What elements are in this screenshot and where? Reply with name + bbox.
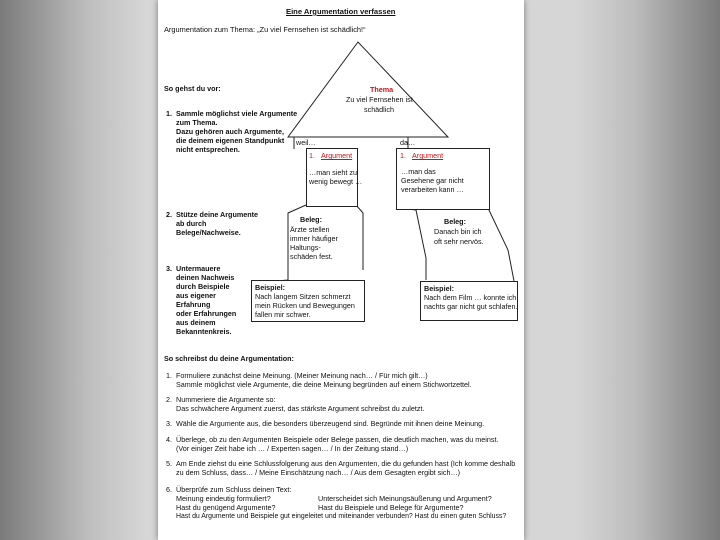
argument-2-number: 1. xyxy=(400,151,406,160)
step-line: die deinem eigenen Standpunkt xyxy=(176,136,285,145)
step-number: 3. xyxy=(166,264,172,273)
step-line: nicht entsprechen. xyxy=(176,145,240,154)
step-line: zum Thema. xyxy=(176,118,218,127)
beleg-2-text: Danach bin ich xyxy=(434,227,482,236)
step-line: deinen Nachweis xyxy=(176,273,235,282)
writing-step-line: Das schwächere Argument zuerst, das stärkste Argument schreibst du zuletzt. xyxy=(176,404,425,413)
step-number: 1. xyxy=(166,109,172,118)
beleg-1-text: immer häufiger xyxy=(290,234,338,243)
check-item: Hast du Argumente und Beispiele gut eingeleitet und miteinander verbunden? Hast du einen guten Schluss? xyxy=(176,513,507,520)
argument-2-label: Argument xyxy=(412,151,444,160)
step-line: Erfahrung xyxy=(176,300,211,309)
document-page xyxy=(158,0,524,540)
writing-step-line: Überprüfe zum Schluss deinen Text: xyxy=(176,485,292,494)
beleg-1-text: Haltungs- xyxy=(290,243,321,252)
step-line: Untermauere xyxy=(176,264,221,273)
step-line: aus eigener xyxy=(176,291,216,300)
example-2-label: Beispiel: xyxy=(424,284,454,293)
writing-step-line: Sammle möglichst viele Argumente, die deine Meinung begründen auf einem Stichwortzettel. xyxy=(176,380,472,389)
writing-step-number: 5. xyxy=(166,459,172,468)
example-1-text: mein Rücken und Bewegungen xyxy=(255,301,355,310)
argument-2-text: …man das xyxy=(401,167,436,176)
step-line: Sammle möglichst viele Argumente xyxy=(176,109,298,118)
step-line: Bekanntenkreis. xyxy=(176,327,232,336)
writing-step-number: 2. xyxy=(166,395,172,404)
argument-1-number: 1. xyxy=(309,151,315,160)
writing-step-number: 1. xyxy=(166,371,172,380)
beleg-1-text: schäden fest. xyxy=(290,252,333,261)
beleg-1-text: Ärzte stellen xyxy=(290,225,330,234)
example-2-text: Nach dem Film … konnte ich xyxy=(424,293,517,302)
writing-step-line: Wähle die Argumente aus, die besonders überzeugend sind. Begründe mit ihnen deine Meinung. xyxy=(176,419,485,428)
argument-1-text: …man sieht zu xyxy=(309,168,357,177)
step-line: Stütze deine Argumente xyxy=(176,210,258,219)
connector-line xyxy=(488,208,514,281)
writing-step-line: zu dem Schluss, dass… / Meine Einschätzung nach… / Aus dem Gesagten ergibt sich…) xyxy=(176,468,461,477)
beleg-2-text: oft sehr nervös. xyxy=(434,237,484,246)
step-line: Belege/Nachweise. xyxy=(176,228,241,237)
example-2-text: nachts gar nicht gut schlafen. xyxy=(424,302,518,311)
step-line: oder Erfahrungen xyxy=(176,309,237,318)
writing-step-number: 6. xyxy=(166,485,172,494)
writing-step-line: Nummeriere die Argumente so: xyxy=(176,395,276,404)
writing-step-line: Überlege, ob zu den Argumenten Beispiele oder Belege passen, die deutlich machen, was du meinst. xyxy=(176,435,499,444)
example-1-text: fallen mir schwer. xyxy=(255,310,311,319)
thema-text-line: Zu viel Fernsehen ist xyxy=(346,95,413,104)
writing-heading: So schreibst du deine Argumentation: xyxy=(164,354,294,363)
argument-2-text: verarbeiten kann … xyxy=(401,185,464,194)
step-line: ab durch xyxy=(176,219,207,228)
procedure-heading: So gehst du vor: xyxy=(164,84,221,93)
topic-line: Argumentation zum Thema: „Zu viel Fernsehen ist schädlich!“ xyxy=(164,25,366,34)
example-1-text: Nach langem Sitzen schmerzt xyxy=(255,292,351,301)
step-line: Dazu gehören auch Argumente, xyxy=(176,127,284,136)
step-line: durch Beispiele xyxy=(176,282,230,291)
check-item: Unterscheidet sich Meinungsäußerung und Argument? xyxy=(318,494,492,503)
thema-text-line: schädlich xyxy=(364,105,394,114)
connector-line xyxy=(398,208,426,280)
da-label: da… xyxy=(400,138,416,147)
writing-step-line: Formuliere zunächst deine Meinung. (Meiner Meinung nach… / Für mich gilt…) xyxy=(176,371,428,380)
argument-1-label: Argument xyxy=(321,151,353,160)
writing-step-line: Am Ende ziehst du eine Schlussfolgerung aus den Argumenten, die du gefunden hast (Ich komme deshalb xyxy=(176,459,516,468)
argument-2-text: Gesehene gar nicht xyxy=(401,176,464,185)
document-title: Eine Argumentation verfassen xyxy=(286,7,396,16)
argument-1-text: wenig bewegt … xyxy=(309,177,363,186)
thema-triangle xyxy=(288,42,448,137)
check-item: Meinung eindeutig formuliert? xyxy=(176,494,271,503)
thema-label: Thema xyxy=(370,85,394,94)
writing-step-line: (Vor einiger Zeit habe ich … / Experten sagen… / In der Zeitung stand…) xyxy=(176,444,409,453)
check-item: Hast du genügend Argumente? xyxy=(176,503,276,512)
beleg-2-label: Beleg: xyxy=(444,217,466,226)
writing-step-number: 4. xyxy=(166,435,172,444)
step-line: aus deinem xyxy=(176,318,216,327)
connector-line xyxy=(356,205,363,270)
check-item: Hast du Beispiele und Belege für Argumente? xyxy=(318,503,464,512)
example-1-label: Beispiel: xyxy=(255,283,285,292)
writing-step-number: 3. xyxy=(166,419,172,428)
weil-label: weil… xyxy=(296,138,316,147)
beleg-1-label: Beleg: xyxy=(300,215,322,224)
step-number: 2. xyxy=(166,210,172,219)
